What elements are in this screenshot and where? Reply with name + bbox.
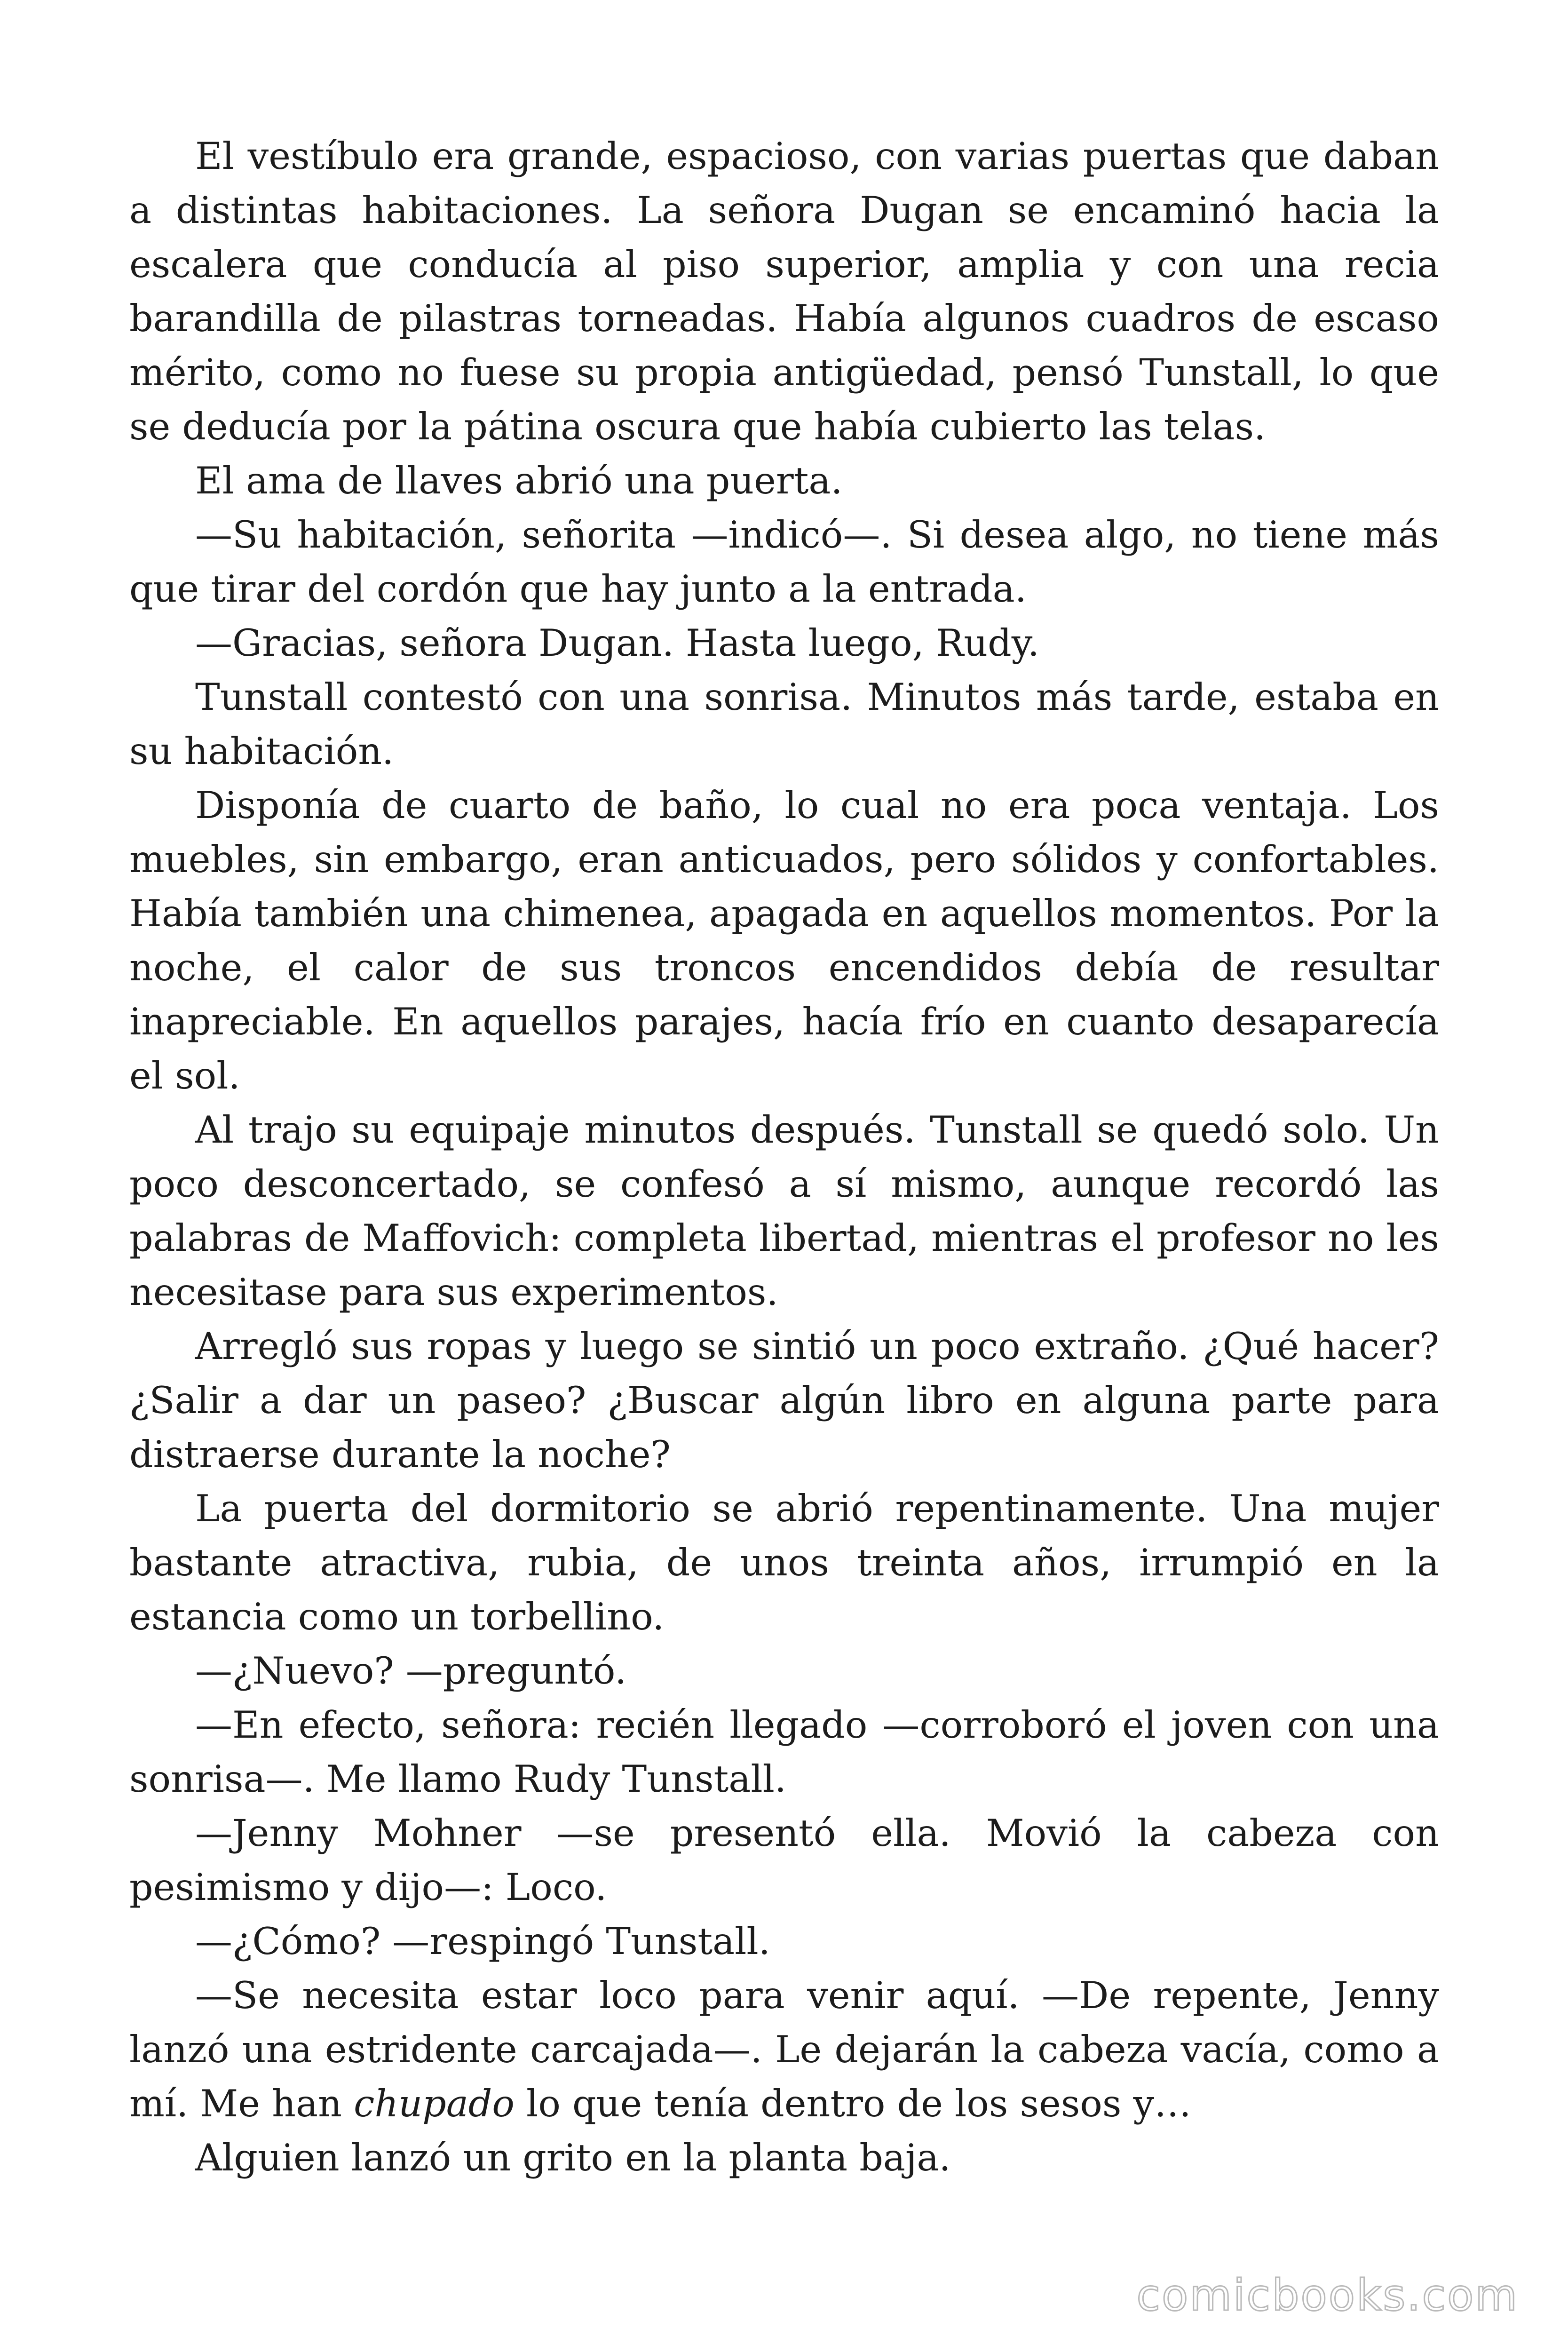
book-page-text — [129, 129, 1439, 2185]
paragraph-gracias: —Gracias, señora Dugan. Hasta luego, Rudy. — [195, 621, 1039, 665]
paragraph-su-habitacion: —Su habitación, señorita —indicó—. Si desea algo, no tiene más que tirar del cordón que hay junto a la entrada. — [129, 513, 1439, 611]
paragraph-como: —¿Cómo? —respingó Tunstall. — [195, 1920, 770, 1963]
paragraph-puerta-dormitorio: La puerta del dormitorio se abrió repentinamente. Una mujer bastante atractiva, rubia, de unos treinta años, irrumpió en la estancia como un torbellino. — [129, 1487, 1439, 1638]
paragraph-ama-de-llaves: El ama de llaves abrió una puerta. — [195, 459, 843, 502]
paragraph-equipaje: Al trajo su equipaje minutos después. Tunstall se quedó solo. Un poco desconcertado, se confesó a sí mismo, aunque recordó las palabras de Maffovich: completa libertad, mientras el profesor no les necesitase para sus experimentos. — [129, 1108, 1439, 1314]
paragraph-vestibulo: El vestíbulo era grande, espacioso, con varias puertas que daban a distintas habitaciones. La señora Dugan se encaminó hacia la escalera que conducía al piso superior, amplia y con una recia barandilla de pilastras torneadas. Había algunos cuadros de escaso mérito, como no fuese su propia antigüedad, pensó Tunstall, lo que se deducía por la pátina oscura que había cubierto las telas. — [129, 135, 1439, 448]
paragraph-jenny-mohner: —Jenny Mohner —se presentó ella. Movió la cabeza con pesimismo y dijo—: Loco. — [129, 1812, 1439, 1909]
paragraph-nuevo: —¿Nuevo? —preguntó. — [195, 1649, 627, 1692]
paragraph-tunstall-contesto: Tunstall contestó con una sonrisa. Minutos más tarde, estaba en su habitación. — [129, 675, 1439, 773]
watermark-logo: comicbooks.com — [1136, 2270, 1519, 2320]
emphasis-chupado: chupado — [354, 2082, 515, 2125]
paragraph-grito: Alguien lanzó un grito en la planta baja. — [195, 2136, 951, 2179]
paragraph-estar-loco-after: lo que tenía dentro de los sesos y… — [514, 2082, 1192, 2125]
paragraph-estar-loco-before: —Se necesita estar loco para venir aquí. —De repente, Jenny lanzó una estridente carcajada—. Le dejarán la cabeza vacía, como a mí. Me han — [129, 1974, 1439, 2125]
paragraph-estar-loco — [129, 1969, 1439, 2131]
paragraph-cuarto-de-bano: Disponía de cuarto de baño, lo cual no era poca ventaja. Los muebles, sin embargo, eran anticuados, pero sólidos y confortables. Había también una chimenea, apagada en aquellos momentos. Por la noche, el calor de sus troncos encendidos debía de resultar inapreciable. En aquellos parajes, hacía frío en cuanto desaparecía el sol. — [129, 784, 1439, 1097]
paragraph-en-efecto: —En efecto, señora: recién llegado —corroboró el joven con una sonrisa—. Me llamo Rudy Tunstall. — [129, 1703, 1439, 1801]
paragraph-arreglo-ropas: Arregló sus ropas y luego se sintió un poco extraño. ¿Qué hacer? ¿Salir a dar un paseo? ¿Buscar algún libro en alguna parte para distraerse durante la noche? — [129, 1325, 1439, 1476]
